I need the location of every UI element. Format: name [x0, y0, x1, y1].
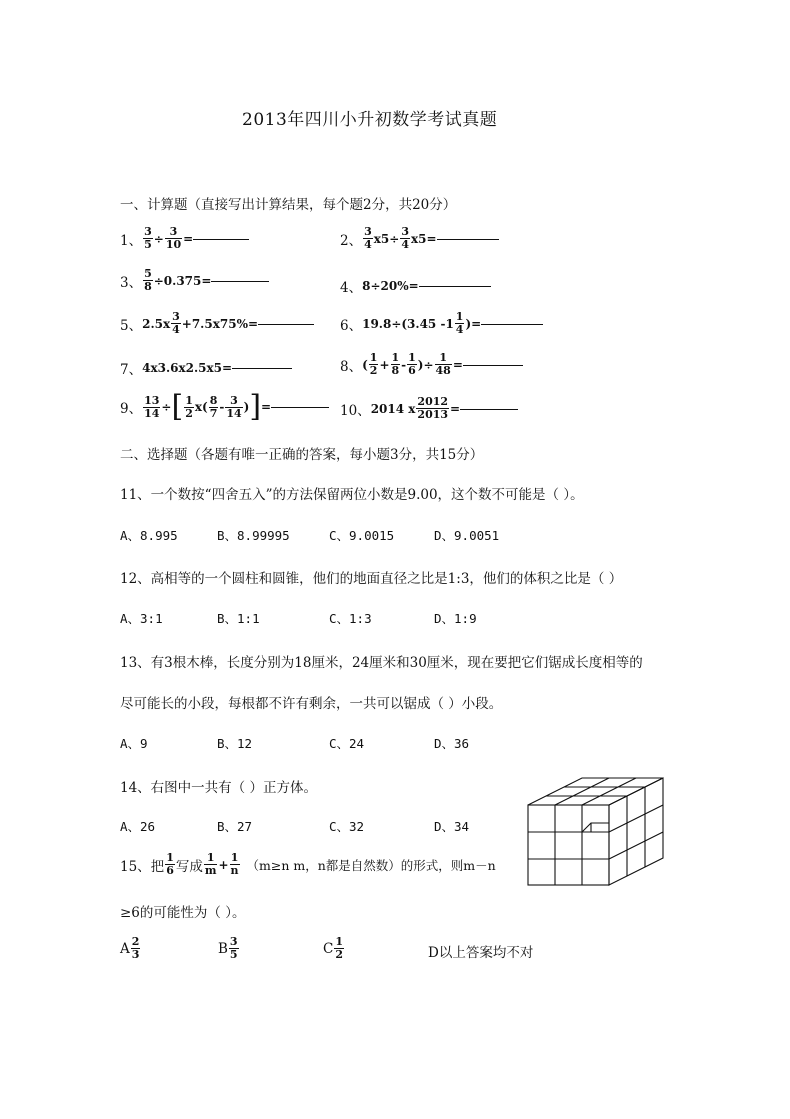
q7-equals: =	[222, 361, 233, 375]
q15-option-c-fraction: $\frac{1}{2}$	[335, 935, 343, 961]
q1-equals: =	[183, 231, 194, 246]
q1-answer-blank[interactable]	[193, 238, 249, 240]
page-title: 2013年四川小升初数学考试真题	[242, 110, 498, 130]
q12-option-b[interactable]: B、1:1	[217, 611, 260, 626]
q10-number: 10、	[340, 402, 371, 419]
q10-fraction-a: $\frac{2012}{2013}$	[417, 395, 449, 421]
q15-option-b-fraction: $\frac{3}{5}$	[229, 935, 238, 961]
q4-number: 4、	[340, 280, 363, 296]
q2-number: 2、	[340, 232, 363, 249]
question-13-line1: 13、有3根木棒，长度分别为18厘米，24厘米和30厘米，现在要把它们锯成长度相等的	[120, 655, 643, 671]
question-7	[120, 358, 292, 378]
q13-option-a[interactable]: A、9	[120, 736, 148, 751]
q2-fraction-a: $\frac{3}{4}$	[364, 225, 372, 251]
q14-option-c[interactable]: C、32	[329, 819, 365, 834]
q15-plus: +	[218, 857, 229, 872]
q15-option-d[interactable]: D以上答案均不对	[428, 945, 534, 961]
q13-option-c[interactable]: C、24	[329, 736, 365, 751]
q15-option-a-fraction: $\frac{2}{3}$	[131, 935, 140, 961]
q8-close-divide: )÷	[417, 357, 434, 372]
q6-prefix: 19.8÷(3.45 -1	[362, 316, 454, 331]
q9-minus: -	[219, 400, 225, 414]
q15-option-a-label: A	[120, 940, 130, 957]
q9-fraction-a: $\frac{13}{14}$	[144, 393, 160, 420]
q14-option-b[interactable]: B、27	[217, 819, 253, 834]
q15-fraction-b: $\frac{1}{m}$	[204, 851, 217, 877]
question-5	[120, 311, 314, 336]
q9-divide: ÷	[161, 400, 172, 414]
q8-equals: =	[452, 357, 463, 372]
question-4	[340, 276, 491, 296]
q5-equals: =	[247, 316, 259, 331]
q9-fraction-c: $\frac{8}{7}$	[209, 393, 218, 420]
q6-tail: )	[465, 316, 472, 331]
q1-fraction-a: $\frac{3}{5}$	[144, 225, 152, 251]
q7-number: 7、	[120, 362, 143, 378]
q9-number: 9、	[120, 401, 143, 417]
q15-option-b[interactable]	[218, 936, 240, 961]
q9-times-open: x(	[194, 400, 208, 414]
q8-fraction-a: $\frac{1}{2}$	[369, 351, 378, 377]
q8-number: 8、	[340, 358, 363, 375]
q3-tail: ÷0.375	[153, 273, 202, 288]
q3-answer-blank[interactable]	[211, 280, 269, 282]
q8-fraction-d: $\frac{1}{48}$	[435, 351, 451, 377]
question-3	[120, 268, 269, 293]
question-11-text: 11、一个数按“四舍五入”的方法保留两位小数是9.00，这个数不可能是（ ）。	[120, 487, 584, 503]
section1-heading: 一、计算题（直接写出计算结果，每个题2分，共20分）	[120, 197, 457, 213]
q1-number: 1、	[120, 232, 143, 249]
q8-open-paren: (	[362, 357, 368, 372]
question-15-line2: ≥6的可能性为（ ）。	[120, 905, 246, 921]
q12-option-c[interactable]: C、1:3	[329, 611, 372, 626]
q3-equals: =	[201, 273, 212, 288]
question-13-line2: 尽可能长的小段，每根都不许有剩余，一共可以锯成（ ）小段。	[120, 696, 503, 712]
q14-option-d[interactable]: D、34	[434, 819, 470, 834]
q3-fraction-a: $\frac{5}{8}$	[144, 267, 152, 293]
q5-tail: +7.5x75%	[181, 316, 248, 331]
q4-expression: 8÷20%	[362, 279, 409, 293]
q2-equals: =	[426, 231, 437, 246]
q13-option-b[interactable]: B、12	[217, 736, 253, 751]
q2-fraction-b: $\frac{3}{4}$	[401, 225, 409, 251]
q8-fraction-b: $\frac{1}{8}$	[391, 351, 400, 377]
q15-fraction-c: $\frac{1}{n}$	[230, 851, 239, 877]
q5-answer-blank[interactable]	[258, 323, 314, 325]
q10-answer-blank[interactable]	[460, 408, 518, 410]
q6-number: 6、	[340, 317, 363, 334]
q4-answer-blank[interactable]	[419, 285, 491, 287]
q6-answer-blank[interactable]	[481, 323, 543, 325]
q5-fraction-a: $\frac{3}{4}$	[172, 310, 180, 336]
question-10	[340, 396, 518, 421]
q7-answer-blank[interactable]	[232, 367, 292, 369]
q2-answer-blank[interactable]	[437, 238, 499, 240]
question-12-text: 12、高相等的一个圆柱和圆锥，他们的地面直径之比是1:3，他们的体积之比是（ ）	[120, 571, 623, 587]
q8-plus: +	[379, 357, 390, 372]
section2-heading: 二、选择题（各题有唯一正确的答案，每小题3分，共15分）	[120, 447, 484, 463]
q10-prefix: 2014 x	[370, 401, 416, 416]
q15-option-c-label: C	[323, 940, 334, 957]
q4-equals: =	[408, 279, 419, 293]
q15-option-c[interactable]	[323, 936, 345, 961]
question-8	[340, 352, 523, 377]
q14-option-a[interactable]: A、26	[120, 819, 156, 834]
q15-fraction-a: $\frac{1}{6}$	[166, 851, 174, 877]
q15-mid: 写成	[175, 858, 203, 875]
q13-option-d[interactable]: D、36	[434, 736, 470, 751]
q9-fraction-b: $\frac{1}{2}$	[185, 393, 193, 420]
q15-option-a[interactable]	[120, 936, 141, 961]
q11-option-b[interactable]: B、8.99995	[217, 528, 290, 543]
q9-equals: =	[261, 400, 272, 414]
q3-number: 3、	[120, 274, 143, 291]
q12-option-a[interactable]: A、3:1	[120, 611, 163, 626]
q8-answer-blank[interactable]	[463, 364, 523, 366]
question-1	[120, 226, 249, 251]
question-9	[120, 389, 329, 424]
q1-fraction-b: $\frac{3}{10}$	[165, 225, 182, 251]
q2-middle: x5÷	[373, 231, 400, 246]
q8-minus: -	[401, 357, 407, 372]
q12-option-d[interactable]: D、1:9	[434, 611, 477, 626]
q9-right-bracket: ]	[249, 389, 262, 424]
q11-option-c[interactable]: C、9.0015	[329, 528, 395, 543]
q9-answer-blank[interactable]	[271, 406, 329, 408]
q6-fraction-a: $\frac{1}{4}$	[455, 310, 464, 336]
q6-equals: =	[471, 316, 482, 331]
q10-equals: =	[450, 401, 461, 416]
q9-close-paren: )	[243, 400, 250, 414]
q7-expression: 4x3.6x2.5x5	[142, 361, 223, 375]
q1-operator: ÷	[153, 231, 164, 246]
q15-prefix: 15、把	[120, 858, 165, 875]
q5-prefix: 2.5x	[142, 316, 171, 331]
q8-fraction-c: $\frac{1}{6}$	[408, 351, 416, 377]
q9-left-bracket: [	[171, 389, 184, 424]
cube-stack-figure	[525, 776, 667, 888]
q11-option-d[interactable]: D、9.0051	[434, 528, 500, 543]
q2-tail: x5	[410, 231, 427, 246]
q9-fraction-d: $\frac{3}{14}$	[226, 393, 242, 420]
question-14-text: 14、右图中一共有（ ）正方体。	[120, 780, 317, 796]
question-2	[340, 226, 499, 251]
q15-tail: （m≥n m，n都是自然数）的形式，则m－n	[246, 857, 496, 873]
q5-number: 5、	[120, 317, 143, 334]
question-6	[340, 311, 543, 336]
q15-option-b-label: B	[218, 940, 228, 957]
q11-option-a[interactable]: A、8.995	[120, 528, 178, 543]
question-15-line1	[120, 852, 496, 877]
